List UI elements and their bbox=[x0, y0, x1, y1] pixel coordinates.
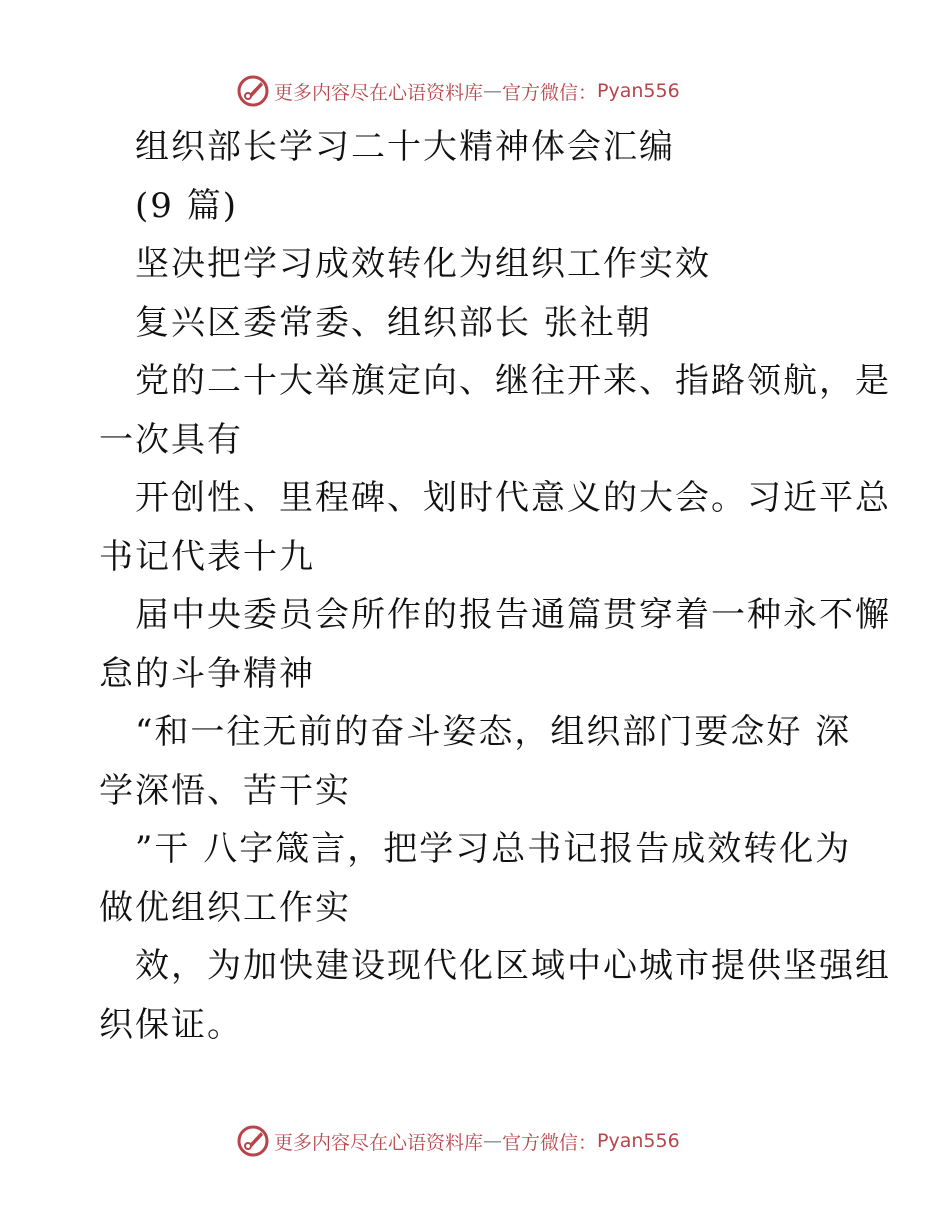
document-subtitle-count: (9 篇) bbox=[135, 185, 238, 226]
paragraph-line: 学深悟、苦干实 bbox=[99, 770, 351, 811]
watermark-separator: — bbox=[483, 1130, 503, 1152]
paragraph-line: 怠的斗争精神 bbox=[99, 653, 315, 694]
paragraph-line: 做优组织工作实 bbox=[99, 887, 351, 928]
article-author: 复兴区委常委、组织部长 张社朝 bbox=[135, 302, 652, 343]
watermark-label: 官方微信： bbox=[502, 81, 598, 104]
paragraph-line: 届中央委员会所作的报告通篇贯穿着一种永不懈 bbox=[135, 595, 891, 635]
paragraph-line: 织保证。 bbox=[99, 1004, 243, 1045]
document-body bbox=[99, 118, 891, 1054]
watermark-label: 官方微信： bbox=[502, 1131, 598, 1154]
quill-seal-icon bbox=[236, 74, 270, 108]
watermark-footer bbox=[236, 1124, 680, 1158]
paragraph-line: 党的二十大举旗定向、继往开来、指路领航，是 bbox=[135, 361, 891, 401]
paragraph-line: ”干 八字箴言，把学习总书记报告成效转化为 bbox=[135, 829, 852, 869]
quill-seal-icon bbox=[236, 1124, 270, 1158]
article-title: 坚决把学习成效转化为组织工作实效 bbox=[135, 244, 711, 284]
watermark-id: Pyan556 bbox=[597, 1130, 680, 1152]
watermark-main-text: 更多内容尽在心语资料库 bbox=[274, 81, 484, 104]
watermark-separator: — bbox=[483, 80, 503, 102]
paragraph-line: 开创性、里程碑、划时代意义的大会。习近平总 bbox=[135, 478, 891, 518]
watermark-main-text: 更多内容尽在心语资料库 bbox=[274, 1131, 484, 1154]
paragraph-line: 一次具有 bbox=[99, 419, 243, 460]
paragraph-line: 书记代表十九 bbox=[99, 536, 315, 577]
watermark-id: Pyan556 bbox=[597, 80, 680, 102]
document-title: 组织部长学习二十大精神体会汇编 bbox=[135, 127, 675, 167]
paragraph-line: “和一往无前的奋斗姿态，组织部门要念好 深 bbox=[135, 712, 852, 752]
watermark-header bbox=[236, 74, 680, 108]
paragraph-line: 效，为加快建设现代化区域中心城市提供坚强组 bbox=[135, 946, 891, 986]
